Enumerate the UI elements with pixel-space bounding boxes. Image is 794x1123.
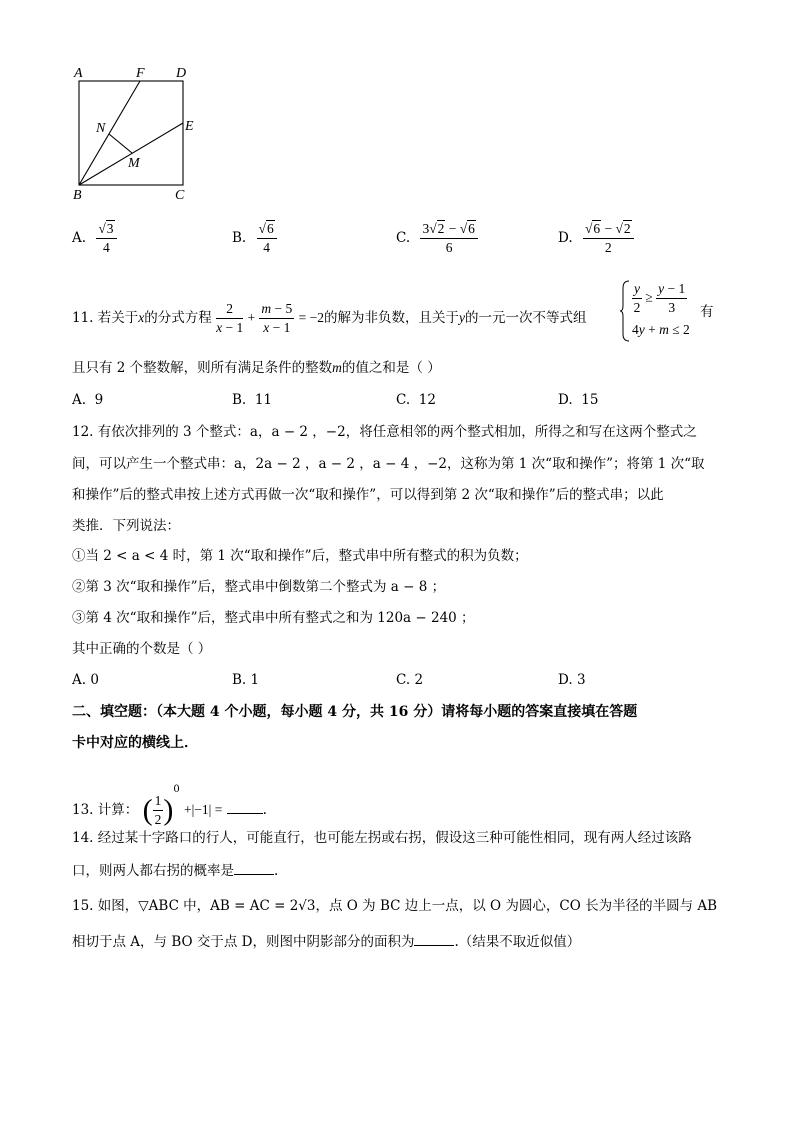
label-c: C [175,188,185,203]
q10-option-b[interactable]: B. $\frac{√6}{4}$ [232,220,277,257]
q13: 13. 计算： ( $\frac{1}{2}$ )$^0$ +|−1| = . [72,784,267,827]
q15-line1: 15. 如图，▽ABC 中，AB = AC = 2√3，点 O 为 BC 边上一点，以 O 为圆心，CO 长为半径的半圆与 AB [72,898,718,914]
q12-option-b[interactable]: B. 1 [232,672,260,688]
q12-ask: 其中正确的个数是（ ） [72,641,212,657]
q11-option-d[interactable]: D. 15 [558,392,599,408]
q12-statement-2: ②第 3 次“取和操作”后，整式串中倒数第二个整式为 a − 8 ； [72,579,446,595]
q12-option-a[interactable]: A. 0 [72,672,99,688]
q10-option-a[interactable]: A. $\frac{√3}{4}$ [72,220,117,257]
q11-option-a[interactable]: A. 9 [72,392,104,408]
label-b: B [73,188,82,203]
label-e: E [185,119,194,134]
q10-option-a-expr: $\frac{√3}{4}$ [96,220,116,257]
q14-line2: 口，则两人都右拐的概率是 . [72,860,732,881]
q11-line2: 且只有 2 个整数解，则所有满足条件的整数m的值之和是（ ） [72,360,441,376]
label-n: N [96,121,106,136]
label-f: F [136,66,145,81]
q12-statement-3: ③第 4 次“取和操作”后，整式串中所有整式之和为 120a − 240 ； [72,610,475,626]
q12-line1: 12. 有依次排列的 3 个整式：a，a − 2 ，−2，将任意相邻的两个整式相加，所得之和写在这两个整式之 [72,424,697,440]
q12-line2: 间，可以产生一个整式串：a，2a − 2 ，a − 2 ，a − 4 ，−2，这称为第 1 次“取和操作”；将第 1 次“取 [72,456,705,472]
geometry-figure [66,60,206,205]
q14-answer-blank[interactable] [234,860,274,875]
q10-option-d[interactable]: D. $\frac{√6 - √2}{2}$ [558,220,634,257]
q10-option-c-expr: $\frac{3√2 - √6}{6}$ [420,220,477,257]
segment-be [79,123,183,185]
q12-line4: 类推．下列说法： [72,518,180,534]
q11-tail: 有 [700,304,714,320]
section2-heading-line2: 卡中对应的横线上． [72,735,198,751]
label-a: A [74,66,83,81]
q12-option-c[interactable]: C. 2 [396,672,424,688]
label-d: D [176,66,187,81]
q10-option-c[interactable]: C. $\frac{3√2 - √6}{6}$ [396,220,478,257]
q14-line1: 14. 经过某十字路口的行人，可能直行，也可能左拐或右拐，假设这三种可能性相同，现有两人经过该路 [72,830,692,846]
label-m: M [128,156,140,171]
q15-line2: 相切于点 A，与 BO 交于点 D，则图中阴影部分的面积为 .（结果不取近似值） [72,931,732,952]
segment-nm [109,134,132,153]
q11-line1: 11. 若关于x的分式方程 $\frac{2}{x - 1}$ + $\frac{m - 5}{x - 1}$ = −2的解为非负数，且关于y的一元一次不等式组 [72,301,587,335]
q12-option-d[interactable]: D. 3 [558,672,586,688]
q15-answer-blank[interactable] [414,931,454,946]
q10-option-b-expr: $\frac{√6}{4}$ [257,220,277,257]
q11-option-c[interactable]: C. 12 [396,392,436,408]
q11-option-b[interactable]: B. 11 [232,392,272,408]
q12-statement-1: ①当 2 < a < 4 时，第 1 次“取和操作”后，整式串中所有整式的积为负数； [72,548,528,564]
q10-option-d-expr: $\frac{√6 - √2}{2}$ [583,220,634,257]
q13-answer-blank[interactable] [227,799,263,814]
q11-inequality-system: $\frac{y}{2}$ ≥ $\frac{y - 1}{3}$ 4y + m ≤ 2 [620,280,730,342]
q12-line3: 和操作”后的整式串按上述方式再做一次“取和操作”，可以得到第 2 次“取和操作”后的整式串；以此 [72,487,664,503]
section2-heading: 二、填空题：（本大题 4 个小题，每小题 4 分，共 16 分）请将每小题的答案直接填在答题 [72,704,638,720]
